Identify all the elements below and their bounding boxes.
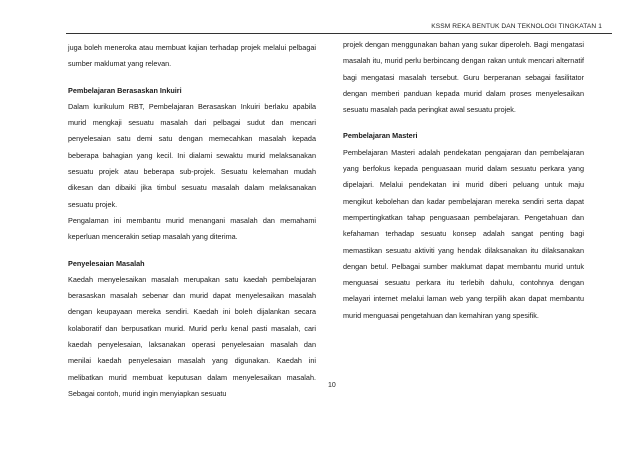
spacer xyxy=(68,246,316,256)
section-heading-penyelesaian: Penyelesaian Masalah xyxy=(68,258,145,268)
spacer xyxy=(343,118,584,128)
section-heading-masteri: Pembelajaran Masteri xyxy=(343,131,418,141)
section-heading-inkuiri: Pembelajaran Berasaskan Inkuiri xyxy=(68,85,182,95)
paragraph-masteri-1: Pembelajaran Masteri adalah pendekatan pengajaran dan pembelajaran yang berfokus kepada penguasaan murid dalam sesuatu perkara yang dipelajari. Melalui pendekatan ini murid diberi peluang untuk maju mengikut kebolehan dan kadar pembelajaran mereka sendiri serta dapat mempertingkatkan tahap penguasaan pembelajaran. Pengetahuan dan kefahaman terhadap sesuatu konsep adalah sangat penting bagi memastikan sesuatu aktiviti yang hendak dilaksanakan itu dilaksanakan dengan betul. Pelbagai sumber maklumat dapat membantu murid untuk menguasai sesuatu perkara itu terlebih dahulu, contohnya dengan melayari internet melalui laman web yang terpilih akan dapat membantu murid menguasai pengetahuan dan kemahiran yang spesifik. xyxy=(343,147,584,320)
left-column xyxy=(68,40,316,402)
running-header: KSSM REKA BENTUK DAN TEKNOLOGI TINGKATAN 1 xyxy=(431,23,602,30)
spacer xyxy=(68,73,316,83)
page-number: 10 xyxy=(328,382,336,389)
paragraph-inkuiri-2: Pengalaman ini membantu murid menangani masalah dan memahami keperluan mencerakin setiap masalah yang diterima. xyxy=(68,215,316,242)
continued-paragraph: projek dengan menggunakan bahan yang sukar diperoleh. Bagi mengatasi masalah itu, murid perlu berbincang dengan rakan untuk mencari alternatif bagi mengatasi masalah tersebut. Guru berperanan sebagai fasilitator dengan memberi panduan kepada murid dalam proses menyelesaikan sesuatu masalah pada peringkat awal sesuatu projek. xyxy=(343,40,584,115)
paragraph-inkuiri-1: Dalam kurikulum RBT, Pembelajaran Berasaskan Inkuiri berlaku apabila murid mengkaji sesuatu masalah dari pelbagai sudut dan mencari penyelesaian satu demi satu dengan memecahkan masalah kepada beberapa bahagian yang kecil. Ini dialami sewaktu murid melaksanakan sesuatu projek atau beberapa sub-projek. Sesuatu kelemahan mudah dikesan dan dibaiki jika timbul sesuatu masalah dalam melaksanakan sesuatu projek. xyxy=(68,101,316,209)
right-column xyxy=(343,37,584,324)
header-divider xyxy=(66,33,612,34)
intro-paragraph: juga boleh meneroka atau membuat kajian terhadap projek melalui pelbagai sumber maklumat yang relevan. xyxy=(68,43,316,69)
paragraph-penyelesaian-1: Kaedah menyelesaikan masalah merupakan satu kaedah pembelajaran berasaskan masalah sebenar dan murid dapat menyelesaikan masalah dengan keupayaan mereka sendiri. Kaedah ini boleh dijalankan secara kolaboratif dan berpusatkan murid. Murid perlu kenal pasti masalah, cari kaedah penyelesaian, laksanakan operasi penyelesaian masalah dan menilai kaedah penyelesaian masalah yang digunakan. Kaedah ini melibatkan murid membuat keputusan dalam menyelesaikan masalah. Sebagai contoh, murid ingin menyiapkan sesuatu xyxy=(68,274,316,398)
